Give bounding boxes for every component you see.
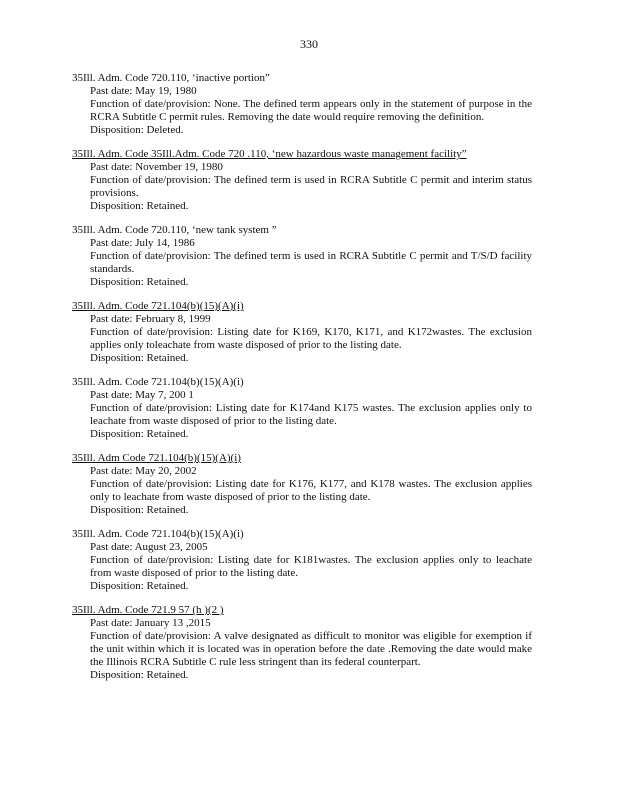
entry-function: Function of date/provision: None. The defined term appears only in the statement of purpose in the RCRA Subtitle C permit rules. Removing the date would require removing the definition. — [90, 98, 532, 123]
entry-disposition: Disposition: Retained. — [90, 428, 189, 440]
entry-past-date: Past date: July 14, 1986 — [90, 237, 195, 249]
entry-past-date: Past date: May 19, 1980 — [90, 85, 197, 97]
entry-new-hwm-facility — [72, 148, 532, 213]
entry-inactive-portion — [72, 72, 532, 137]
entry-citation: 35Ill. Adm Code 721.104(b)(15)(A)(i) — [72, 452, 241, 464]
entry-k176-k178 — [72, 452, 532, 517]
entry-valve-difficult-to-monitor — [72, 604, 532, 682]
entry-function: Function of date/provision: Listing date for K169, K170, K171, and K172wastes. The exclusion applies only toleachate from waste disposed of prior to the listing date. — [90, 326, 532, 351]
entry-function: Function of date/provision: Listing date for K174and K175 wastes. The exclusion applies only to leachate from waste disposed of prior to the listing date. — [90, 402, 532, 427]
entry-past-date: Past date: May 7, 200 1 — [90, 389, 194, 401]
entry-citation: 35Ill. Adm. Code 721.104(b)(15)(A)(i) — [72, 376, 244, 388]
entry-past-date: Past date: May 20, 2002 — [90, 465, 197, 477]
entry-function: Function of date/provision: The defined term is used in RCRA Subtitle C permit and interim status provisions. — [90, 174, 532, 199]
entry-disposition: Disposition: Retained. — [90, 504, 189, 516]
page-number: 330 — [300, 37, 318, 51]
entry-past-date: Past date: January 13 ,2015 — [90, 617, 211, 629]
entry-citation: 35Ill. Adm. Code 721.9 57 (h )(2 ) — [72, 604, 224, 616]
entry-disposition: Disposition: Deleted. — [90, 124, 184, 136]
entry-disposition: Disposition: Retained. — [90, 669, 189, 681]
entry-citation: 35Ill. Adm. Code 720.110, ‘new tank system ” — [72, 224, 277, 236]
entry-citation: 35Ill. Adm. Code 35Ill.Adm. Code 720 .110, ‘new hazardous waste management facility” — [72, 148, 467, 160]
entry-citation: 35Ill. Adm. Code 721.104(b)(15)(A)(i) — [72, 300, 244, 312]
entry-past-date: Past date: February 8, 1999 — [90, 313, 211, 325]
entry-function: Function of date/provision: A valve designated as difficult to monitor was eligible for exemption if the unit within which it is located was in operation before the date .Removing the date would make the Illinois RCRA Subtitle C rule less stringent than its federal counterpart. — [90, 630, 532, 668]
entry-k174-k175 — [72, 376, 532, 441]
entry-past-date: Past date: November 19, 1980 — [90, 161, 223, 173]
entry-k169-k172 — [72, 300, 532, 365]
entry-function: Function of date/provision: Listing date for K176, K177, and K178 wastes. The exclusion applies only to leachate from waste disposed of prior to the listing date. — [90, 478, 532, 503]
entries-list — [72, 72, 532, 693]
entry-past-date: Past date: August 23, 2005 — [90, 541, 208, 553]
entry-disposition: Disposition: Retained. — [90, 352, 189, 364]
entry-new-tank-system — [72, 224, 532, 289]
entry-disposition: Disposition: Retained. — [90, 580, 189, 592]
entry-function: Function of date/provision: Listing date for K181wastes. The exclusion applies only to leachate from waste disposed of prior to the listing date. — [90, 554, 532, 579]
entry-disposition: Disposition: Retained. — [90, 200, 189, 212]
entry-function: Function of date/provision: The defined term is used in RCRA Subtitle C permit and T/S/D facility standards. — [90, 250, 532, 275]
entry-citation: 35Ill. Adm. Code 721.104(b)(15)(A)(i) — [72, 528, 244, 540]
entry-k181 — [72, 528, 532, 593]
entry-citation: 35Ill. Adm. Code 720.110, ‘inactive portion” — [72, 72, 270, 84]
entry-disposition: Disposition: Retained. — [90, 276, 189, 288]
